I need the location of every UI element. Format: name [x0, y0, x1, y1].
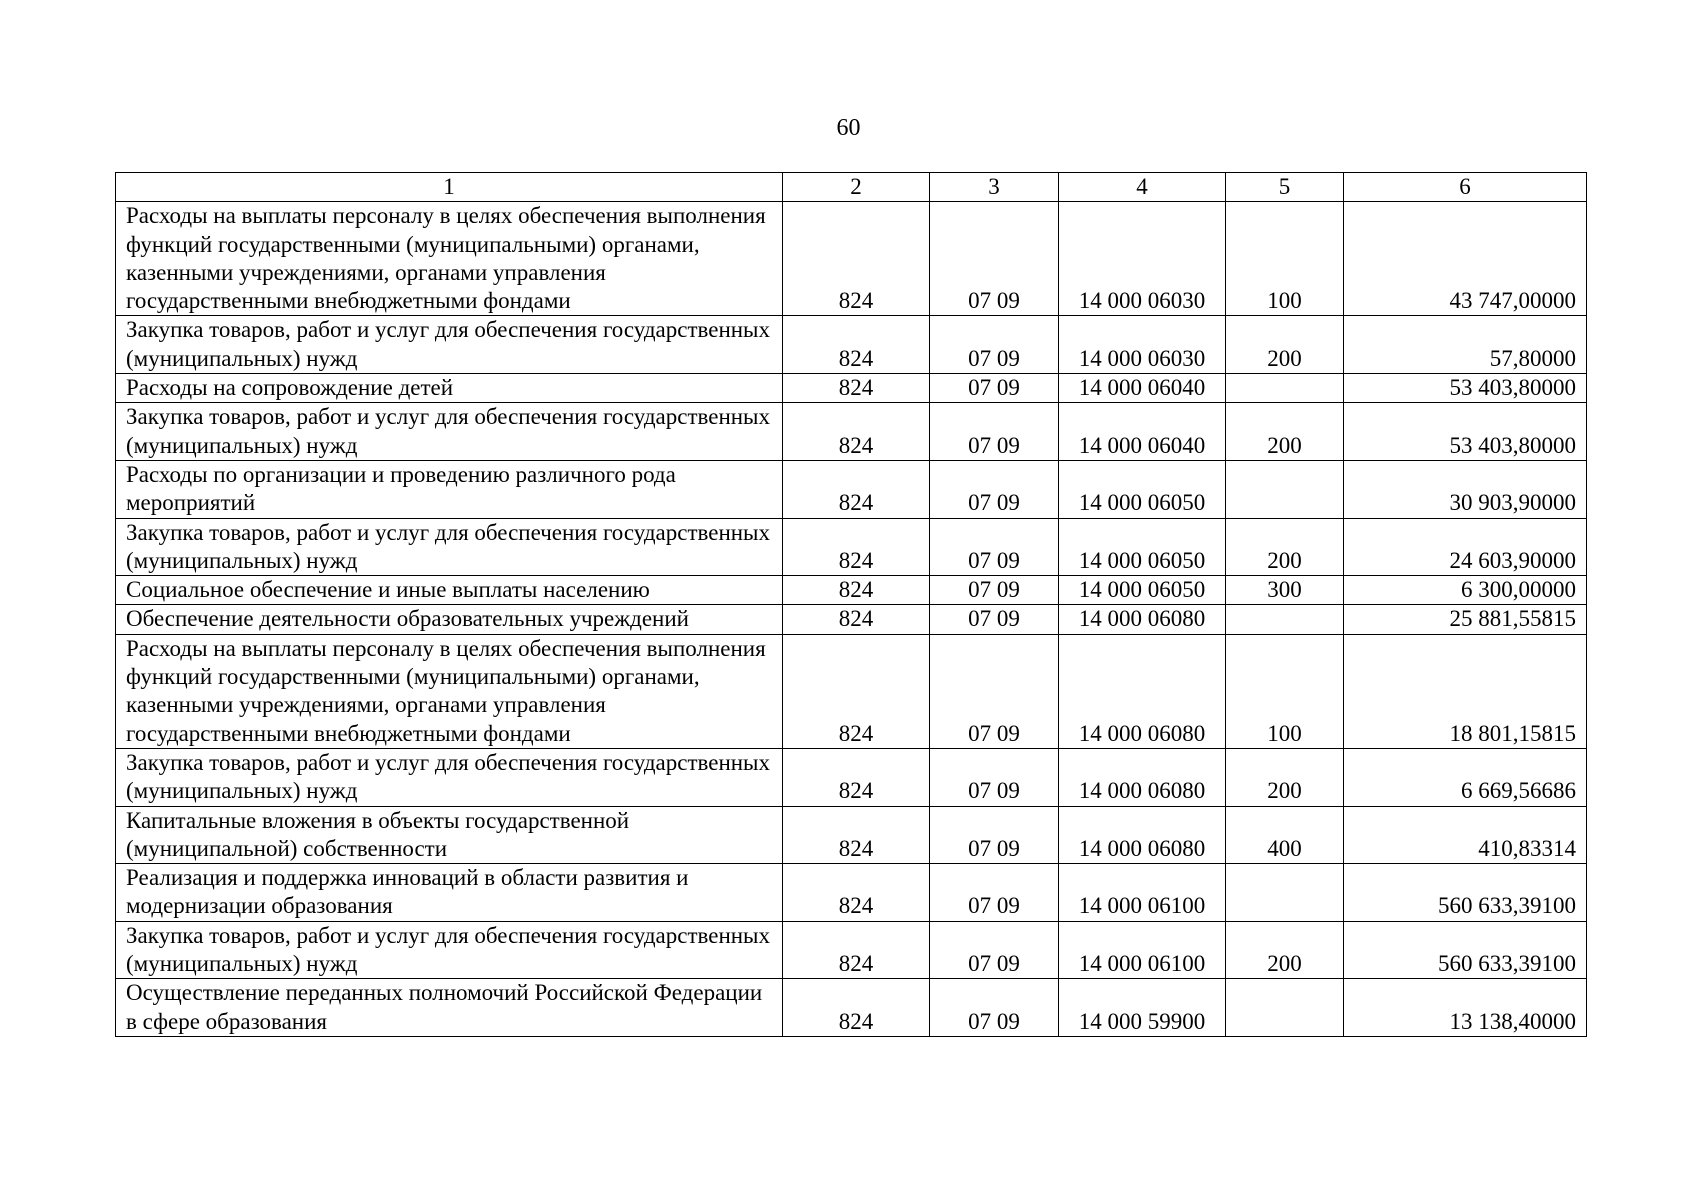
- item-name-cell: Закупка товаров, работ и услуг для обеспечения государственных (муниципальных) нужд: [116, 403, 783, 461]
- target-code-cell: 14 000 06080: [1059, 605, 1226, 634]
- amount-cell: 30 903,90000: [1344, 460, 1587, 518]
- amount-cell: 560 633,39100: [1344, 864, 1587, 922]
- item-name-cell: Закупка товаров, работ и услуг для обеспечения государственных (муниципальных) нужд: [116, 316, 783, 374]
- budget-table: [115, 172, 1587, 1037]
- section-code-cell: 07 09: [930, 979, 1059, 1037]
- table-row: [116, 374, 1587, 403]
- ministry-code-cell: 824: [783, 979, 930, 1037]
- target-code-cell: 14 000 06030: [1059, 202, 1226, 316]
- expense-type-cell: [1226, 979, 1344, 1037]
- table-row: [116, 605, 1587, 634]
- amount-cell: 24 603,90000: [1344, 518, 1587, 576]
- amount-cell: 53 403,80000: [1344, 374, 1587, 403]
- expense-type-cell: 300: [1226, 576, 1344, 605]
- amount-cell: 53 403,80000: [1344, 403, 1587, 461]
- header-cell: 1: [116, 173, 783, 202]
- ministry-code-cell: 824: [783, 864, 930, 922]
- target-code-cell: 14 000 06050: [1059, 576, 1226, 605]
- section-code-cell: 07 09: [930, 634, 1059, 748]
- target-code-cell: 14 000 06100: [1059, 864, 1226, 922]
- expense-type-cell: [1226, 374, 1344, 403]
- expense-type-cell: 100: [1226, 202, 1344, 316]
- section-code-cell: 07 09: [930, 202, 1059, 316]
- ministry-code-cell: 824: [783, 634, 930, 748]
- item-name-cell: Осуществление переданных полномочий Российской Федерации в сфере образования: [116, 979, 783, 1037]
- target-code-cell: 14 000 06030: [1059, 316, 1226, 374]
- amount-cell: 25 881,55815: [1344, 605, 1587, 634]
- target-code-cell: 14 000 59900: [1059, 979, 1226, 1037]
- table-row: [116, 634, 1587, 748]
- section-code-cell: 07 09: [930, 316, 1059, 374]
- target-code-cell: 14 000 06050: [1059, 460, 1226, 518]
- amount-cell: 6 300,00000: [1344, 576, 1587, 605]
- amount-cell: 560 633,39100: [1344, 921, 1587, 979]
- ministry-code-cell: 824: [783, 576, 930, 605]
- item-name-cell: Закупка товаров, работ и услуг для обеспечения государственных (муниципальных) нужд: [116, 748, 783, 806]
- item-name-cell: Расходы по организации и проведению различного рода мероприятий: [116, 460, 783, 518]
- target-code-cell: 14 000 06050: [1059, 518, 1226, 576]
- section-code-cell: 07 09: [930, 748, 1059, 806]
- header-cell: 5: [1226, 173, 1344, 202]
- page-number: 60: [836, 115, 861, 141]
- header-cell: 2: [783, 173, 930, 202]
- amount-cell: 410,83314: [1344, 806, 1587, 864]
- ministry-code-cell: 824: [783, 921, 930, 979]
- expense-type-cell: [1226, 605, 1344, 634]
- item-name-cell: Капитальные вложения в объекты государственной (муниципальной) собственности: [116, 806, 783, 864]
- amount-cell: 6 669,56686: [1344, 748, 1587, 806]
- target-code-cell: 14 000 06040: [1059, 374, 1226, 403]
- table-row: [116, 921, 1587, 979]
- ministry-code-cell: 824: [783, 605, 930, 634]
- ministry-code-cell: 824: [783, 316, 930, 374]
- target-code-cell: 14 000 06100: [1059, 921, 1226, 979]
- table-row: [116, 576, 1587, 605]
- item-name-cell: Расходы на сопровождение детей: [116, 374, 783, 403]
- item-name-cell: Расходы на выплаты персоналу в целях обеспечения выполнения функций государственными (муниципальными) органами, казенными учреждениями, органами управления государственными внебюджетными фондами: [116, 634, 783, 748]
- section-code-cell: 07 09: [930, 460, 1059, 518]
- table-row: [116, 979, 1587, 1037]
- expense-type-cell: 100: [1226, 634, 1344, 748]
- item-name-cell: Закупка товаров, работ и услуг для обеспечения государственных (муниципальных) нужд: [116, 921, 783, 979]
- item-name-cell: Реализация и поддержка инноваций в области развития и модернизации образования: [116, 864, 783, 922]
- ministry-code-cell: 824: [783, 806, 930, 864]
- expense-type-cell: [1226, 864, 1344, 922]
- target-code-cell: 14 000 06040: [1059, 403, 1226, 461]
- header-cell: 3: [930, 173, 1059, 202]
- table-row: [116, 460, 1587, 518]
- table-row: [116, 864, 1587, 922]
- table-row: [116, 518, 1587, 576]
- expense-type-cell: 200: [1226, 921, 1344, 979]
- ministry-code-cell: 824: [783, 202, 930, 316]
- expense-type-cell: 400: [1226, 806, 1344, 864]
- section-code-cell: 07 09: [930, 806, 1059, 864]
- ministry-code-cell: 824: [783, 403, 930, 461]
- section-code-cell: 07 09: [930, 576, 1059, 605]
- header-row: [116, 173, 1587, 202]
- target-code-cell: 14 000 06080: [1059, 806, 1226, 864]
- target-code-cell: 14 000 06080: [1059, 748, 1226, 806]
- expense-type-cell: 200: [1226, 748, 1344, 806]
- amount-cell: 18 801,15815: [1344, 634, 1587, 748]
- amount-cell: 57,80000: [1344, 316, 1587, 374]
- section-code-cell: 07 09: [930, 374, 1059, 403]
- ministry-code-cell: 824: [783, 518, 930, 576]
- section-code-cell: 07 09: [930, 403, 1059, 461]
- table-row: [116, 748, 1587, 806]
- section-code-cell: 07 09: [930, 921, 1059, 979]
- ministry-code-cell: 824: [783, 460, 930, 518]
- section-code-cell: 07 09: [930, 605, 1059, 634]
- ministry-code-cell: 824: [783, 748, 930, 806]
- table-row: [116, 806, 1587, 864]
- ministry-code-cell: 824: [783, 374, 930, 403]
- amount-cell: 43 747,00000: [1344, 202, 1587, 316]
- expense-type-cell: 200: [1226, 518, 1344, 576]
- table-row: [116, 202, 1587, 316]
- target-code-cell: 14 000 06080: [1059, 634, 1226, 748]
- section-code-cell: 07 09: [930, 518, 1059, 576]
- item-name-cell: Закупка товаров, работ и услуг для обеспечения государственных (муниципальных) нужд: [116, 518, 783, 576]
- item-name-cell: Расходы на выплаты персоналу в целях обеспечения выполнения функций государственными (муниципальными) органами, казенными учреждениями, органами управления государственными внебюджетными фондами: [116, 202, 783, 316]
- table-row: [116, 403, 1587, 461]
- item-name-cell: Обеспечение деятельности образовательных учреждений: [116, 605, 783, 634]
- table-body: [116, 202, 1587, 1037]
- expense-type-cell: [1226, 460, 1344, 518]
- table-row: [116, 316, 1587, 374]
- header-cell: 4: [1059, 173, 1226, 202]
- expense-type-cell: 200: [1226, 403, 1344, 461]
- section-code-cell: 07 09: [930, 864, 1059, 922]
- expense-type-cell: 200: [1226, 316, 1344, 374]
- amount-cell: 13 138,40000: [1344, 979, 1587, 1037]
- item-name-cell: Социальное обеспечение и иные выплаты населению: [116, 576, 783, 605]
- header-cell: 6: [1344, 173, 1587, 202]
